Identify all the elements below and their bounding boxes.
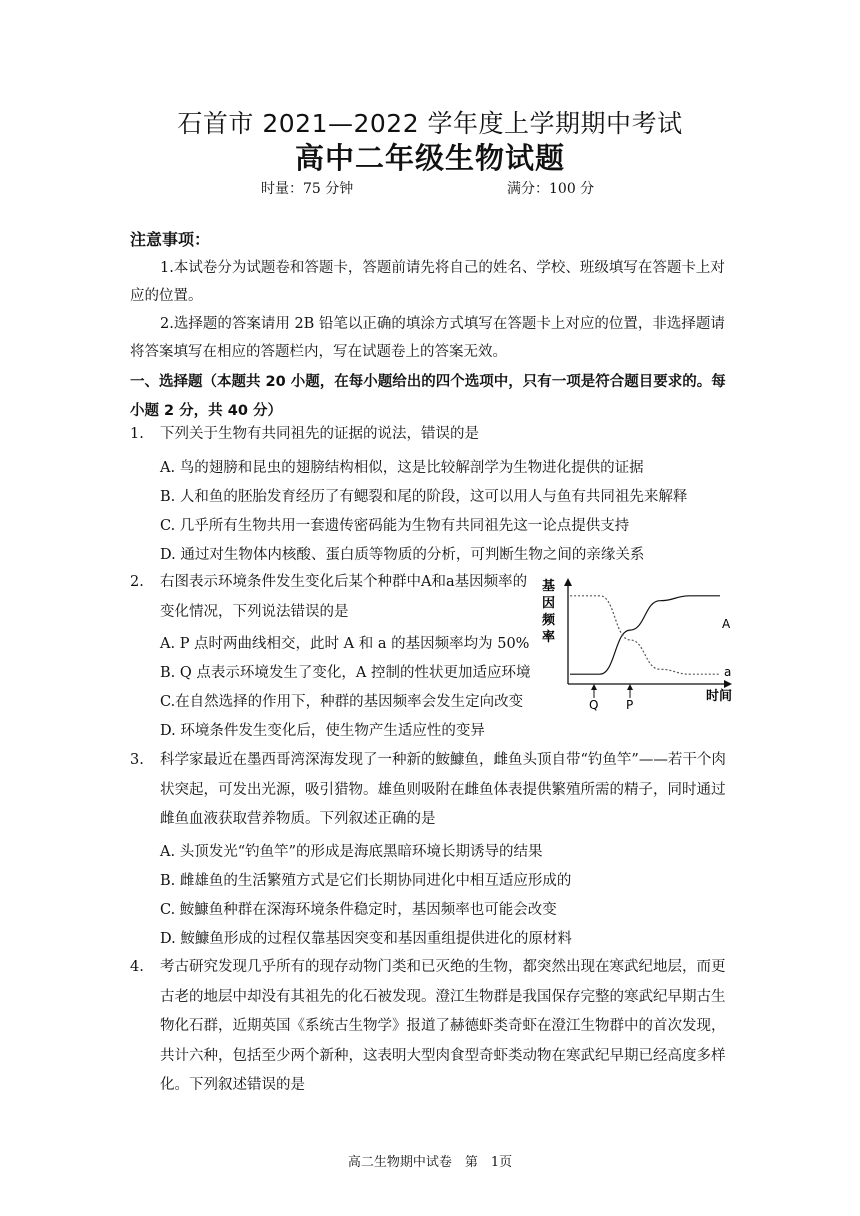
option-c: C. 几乎所有生物共用一套遗传密码能为生物有共同祖先这一论点提供支持 (160, 518, 630, 534)
question-stem: 科学家最近在墨西哥湾深海发现了一种新的鮟鱇鱼，雌鱼头顶自带“钓鱼竿”——若干个肉状突起，可发出光源，吸引猎物。雄鱼则吸附在雌鱼体表提供繁殖所需的精子，同时通过雌鱼血液获取营养物质。下列叙述正确的是 (160, 752, 726, 827)
question-number: 1. (130, 426, 144, 442)
series-line-A (570, 596, 720, 674)
series-line-a (570, 596, 720, 674)
marker-p-label: P (626, 698, 634, 712)
option-a: A. 头顶发光“钓鱼竿”的形成是海底黑暗环境长期诱导的结果 (160, 844, 543, 860)
marker-q-arrowhead (591, 684, 597, 690)
option-b: B. 人和鱼的胚胎发育经历了有鳃裂和尾的阶段，这可以用人与鱼有共同祖先来解释 (160, 489, 688, 505)
option-b: B. Q 点表示环境发生了变化，A 控制的性状更加适应环境 (160, 665, 531, 681)
page-footer: 高二生物期中试卷 第 1页 (347, 1155, 513, 1170)
marker-q-label: Q (589, 698, 599, 712)
option-a: A. 鸟的翅膀和昆虫的翅膀结构相似，这是比较解剖学为生物进化提供的证据 (160, 460, 644, 476)
y-axis-label: 基因频率 (542, 579, 556, 645)
series-label-A: A (722, 617, 731, 631)
y-axis-arrow (564, 578, 572, 586)
exam-full-score: 满分：100 分 (507, 181, 595, 197)
option-c: C. 鮟鱇鱼种群在深海环境条件稳定时，基因频率也可能会改变 (160, 902, 557, 918)
notice-item-2: 2.选择题的答案请用 2B 铅笔以正确的填涂方式填写在答题卡上对应的位置，非选择题请将答案填写在相应的答题栏内，写在试题卷上的答案无效。 (130, 316, 725, 360)
exam-duration: 时量：75 分钟 (261, 181, 354, 197)
question-number: 2. (130, 574, 144, 590)
exam-subtitle: 高中二年级生物试题 (294, 141, 565, 175)
marker-p-arrowhead (627, 684, 633, 690)
notice-item-1: 1.本试卷分为试题卷和答题卡，答题前请先将自己的姓名、学校、班级填写在答题卡上对应的位置。 (130, 260, 725, 304)
x-axis-label: 时间 (706, 689, 733, 704)
option-c: C.在自然选择的作用下，种群的基因频率会发生定向改变 (160, 694, 524, 710)
option-a: A. P 点时两曲线相交，此时 A 和 a 的基因频率均为 50% (160, 636, 530, 652)
option-d: D. 通过对生物体内核酸、蛋白质等物质的分析，可判断生物之间的亲缘关系 (160, 547, 645, 563)
x-axis-arrow (724, 680, 732, 688)
option-d: D. 环境条件发生变化后，使生物产生适应性的变异 (160, 723, 485, 739)
question-stem: 下列关于生物有共同祖先的证据的说法，错误的是 (160, 426, 479, 442)
exam-title: 石首市 2021—2022 学年度上学期期中考试 (177, 109, 683, 138)
question-stem: 考古研究发现几乎所有的现存动物门类和已灭绝的生物，都突然出现在寒武纪地层，而更古老的地层中却没有其祖先的化石被发现。澄江生物群是我国保存完整的寒武纪早期古生物化石群，近期英国《系统古生物学》报道了赫德虾类奇虾在澄江生物群中的首次发现，共计六种，包括至少两个新种，这表明大型肉食型奇虾类动物在寒武纪早期已经高度多样化。下列叙述错误的是 (160, 959, 726, 1093)
series-label-a: a (724, 665, 732, 679)
section-heading: 一、选择题（本题共 20 小题，在每小题给出的四个选项中，只有一项是符合题目要求的。每小题 2 分，共 40 分） (130, 374, 726, 419)
question-number: 3. (130, 752, 144, 768)
option-b: B. 雌雄鱼的生活繁殖方式是它们长期协同进化中相互适应形成的 (160, 873, 572, 889)
question-stem: 右图表示环境条件发生变化后某个种群中A和a基因频率的变化情况，下列说法错误的是 (160, 574, 528, 620)
gene-frequency-chart (540, 572, 740, 712)
option-d: D. 鮟鱇鱼形成的过程仅靠基因突变和基因重组提供进化的原材料 (160, 931, 572, 947)
notice-heading: 注意事项： (130, 230, 211, 249)
question-number: 4. (130, 959, 144, 975)
